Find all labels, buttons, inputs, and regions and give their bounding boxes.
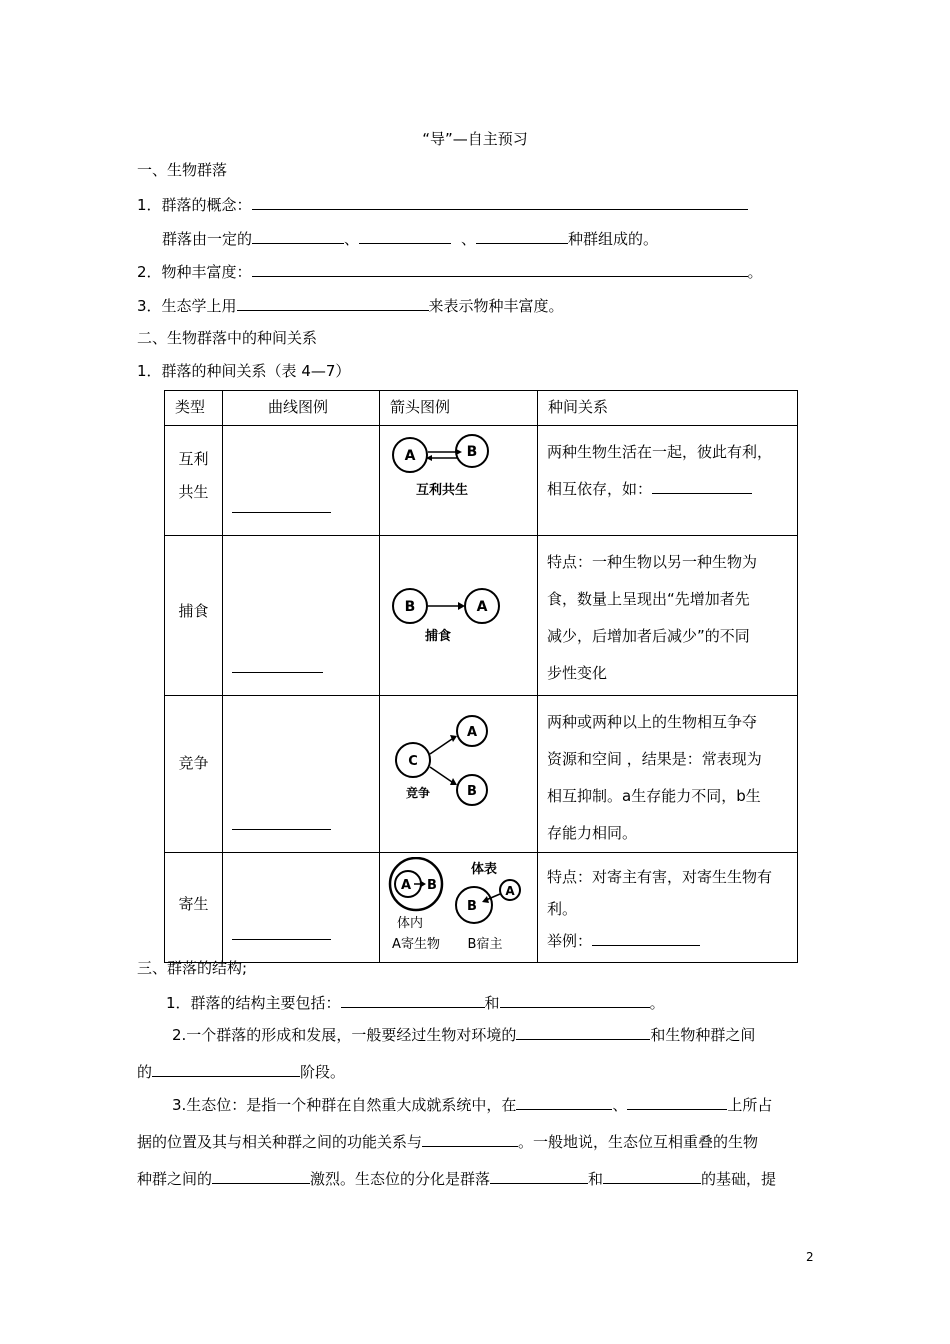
s3-item1-text: 1．群落的结构主要包括： — [166, 994, 341, 1012]
relation-cell — [538, 536, 798, 696]
table-caption: 1．群落的种间关系（表 4—7） — [137, 362, 351, 380]
node-b-label: B — [467, 899, 477, 914]
node-a-label: A — [476, 599, 488, 615]
label-surface: 体表 — [470, 862, 498, 877]
curve-cell — [223, 853, 380, 963]
curve-blank[interactable] — [232, 939, 331, 940]
item3 — [137, 295, 564, 316]
text: 据的位置及其与相关种群之间的功能关系与 — [137, 1133, 423, 1151]
type-text: 互利 — [178, 450, 209, 468]
node-b-label: B — [427, 878, 437, 893]
s3-item1 — [166, 992, 665, 1013]
node-a-label: A — [404, 448, 416, 464]
relation-cell — [538, 696, 798, 853]
text: 的基础，提 — [701, 1170, 777, 1188]
relations-table — [164, 390, 798, 963]
diagram-label: 互利共生 — [415, 483, 469, 498]
text: 3.生态位：是指一个种群在自然重大成就系统中，在 — [172, 1096, 517, 1114]
node-c-label: C — [408, 754, 418, 769]
desc-line — [547, 925, 789, 957]
and-text: 和 — [484, 994, 500, 1012]
arrow-cell — [380, 426, 538, 536]
header-text: 曲线图例 — [268, 398, 329, 416]
example-blank[interactable] — [652, 478, 752, 494]
diagram-label: 竞争 — [405, 786, 431, 800]
type-text: 竞争 — [178, 754, 209, 772]
item1-sub-text: 群落由一定的 — [162, 230, 253, 248]
niche-blank-4[interactable] — [212, 1168, 310, 1184]
richness-blank[interactable] — [252, 261, 748, 277]
table-row — [165, 853, 798, 963]
s3-item3-line3 — [137, 1161, 817, 1198]
sep: 、 — [461, 230, 477, 248]
item1-sub — [162, 228, 658, 249]
type-cell — [165, 696, 223, 853]
section1-heading: 一、生物群落 — [137, 161, 228, 179]
node-b-label: B — [404, 599, 416, 615]
node-b-label: B — [466, 444, 478, 460]
s3-item2 — [137, 1017, 817, 1091]
text: 激烈。生态位的分化是群落 — [310, 1170, 491, 1188]
stage-blank[interactable] — [152, 1061, 300, 1077]
item3-blank[interactable] — [237, 295, 429, 311]
desc-line: 步性变化 — [547, 664, 608, 682]
header-text: 类型 — [175, 398, 206, 416]
section3-heading: 三、群落的结构; — [137, 959, 248, 977]
niche-blank-1[interactable] — [516, 1094, 612, 1110]
text: 、 — [612, 1096, 628, 1114]
arrow-to-a — [430, 739, 452, 754]
node-b-label: B — [467, 784, 477, 799]
arrow-cell — [380, 853, 538, 963]
item3-a: 3．生态学上用 — [137, 297, 237, 315]
item3-b: 来表示物种丰富度。 — [428, 297, 564, 315]
relation-cell — [538, 426, 798, 536]
text: 和 — [588, 1170, 604, 1188]
node-a-label: A — [505, 884, 515, 898]
niche-blank-5[interactable] — [490, 1168, 588, 1184]
type-cell — [165, 426, 223, 536]
curve-blank[interactable] — [232, 672, 323, 673]
desc-line: 利。 — [547, 900, 578, 918]
arrowhead — [458, 602, 465, 610]
item1-sub-end: 种群组成的。 — [568, 230, 659, 248]
example-blank[interactable] — [592, 930, 700, 946]
desc-text: 举例： — [547, 932, 593, 950]
label-parasite: A寄生物 — [392, 937, 440, 952]
text: 上所占 — [727, 1096, 773, 1114]
s3-item3-line2 — [137, 1124, 817, 1161]
blank-3[interactable] — [476, 228, 568, 244]
s3-item3 — [137, 1087, 817, 1198]
desc-line: 食，数量上呈现出“先增加者先 — [547, 590, 750, 608]
item1-label: 1．群落的概念： — [137, 196, 252, 214]
table-row — [165, 536, 798, 696]
node-a-label: A — [466, 725, 478, 740]
diagram-label: 捕食 — [424, 629, 452, 644]
structure-blank-1[interactable] — [341, 992, 485, 1008]
item2-label: 2．物种丰富度： — [137, 263, 252, 281]
text: 阶段。 — [300, 1063, 346, 1081]
header-text: 种间关系 — [548, 398, 609, 416]
desc-line: 特点：一种生物以另一种生物为 — [547, 553, 758, 571]
header-text: 箭头图例 — [390, 398, 451, 416]
table-row — [165, 426, 798, 536]
desc-line: 相互抑制。a生存能力不同，b生 — [547, 787, 761, 805]
header-curve — [223, 391, 380, 426]
competition-diagram — [386, 710, 526, 810]
label-host: B宿主 — [467, 937, 503, 952]
s3-item2-line2 — [137, 1054, 817, 1091]
arrow-to-b — [430, 767, 452, 782]
blank-1[interactable] — [252, 228, 344, 244]
desc-line: 资源和空间 ，结果是：常表现为 — [547, 750, 762, 768]
niche-blank-6[interactable] — [603, 1168, 701, 1184]
parasitism-diagram — [388, 857, 533, 957]
curve-cell — [223, 696, 380, 853]
niche-blank-3[interactable] — [422, 1131, 518, 1147]
desc-line: 两种生物生活在一起，彼此有利， — [547, 443, 773, 461]
desc-line: 特点：对寄主有害，对寄生生物有 — [547, 868, 773, 886]
desc-text: 相互依存，如： — [547, 480, 653, 498]
page-title: “导”—自主预习 — [422, 130, 528, 148]
arrowhead — [456, 449, 462, 455]
label-inside: 体内 — [396, 916, 424, 931]
text: 和生物种群之间 — [650, 1026, 756, 1044]
predation-diagram — [386, 582, 526, 652]
desc-line: 减少，后增加者后减少”的不同 — [547, 627, 750, 645]
mutualism-diagram — [386, 432, 526, 507]
text: 。一般地说，生态位互相重叠的生物 — [518, 1133, 759, 1151]
period: 。 — [747, 263, 763, 281]
blank-2[interactable] — [359, 228, 451, 244]
relation-cell — [538, 853, 798, 963]
curve-cell — [223, 426, 380, 536]
desc-line: 存能力相同。 — [547, 824, 638, 842]
sep: 、 — [344, 230, 360, 248]
s3-item2-line1 — [137, 1017, 817, 1054]
text: 种群之间的 — [137, 1170, 213, 1188]
arrowhead — [450, 735, 457, 742]
s3-item3-line1 — [137, 1087, 817, 1124]
niche-blank-2[interactable] — [627, 1094, 727, 1110]
item2-richness — [137, 261, 763, 282]
table-row — [165, 696, 798, 853]
page-number: 2 — [806, 1250, 814, 1264]
desc-line: 两种或两种以上的生物相互争夺 — [547, 713, 758, 731]
concept-blank[interactable] — [252, 194, 748, 210]
text: 2.一个群落的形成和发展，一般要经过生物对环境的 — [172, 1026, 517, 1044]
arrowhead — [421, 881, 426, 887]
section2-heading: 二、生物群落中的种间关系 — [137, 329, 318, 347]
curve-cell — [223, 536, 380, 696]
period: 。 — [649, 994, 665, 1012]
header-type — [165, 391, 223, 426]
type-cell — [165, 853, 223, 963]
arrowhead — [482, 896, 489, 903]
node-a-label: A — [400, 878, 412, 893]
structure-blank-2[interactable] — [500, 992, 650, 1008]
desc-line — [547, 471, 789, 508]
type-text: 捕食 — [178, 602, 209, 620]
arrow-cell — [380, 696, 538, 853]
type-text: 共生 — [178, 483, 209, 501]
adapt-blank[interactable] — [516, 1024, 650, 1040]
header-relation — [538, 391, 798, 426]
type-cell — [165, 536, 223, 696]
curve-blank[interactable] — [232, 512, 331, 513]
header-arrow — [380, 391, 538, 426]
arrow-cell — [380, 536, 538, 696]
type-text: 寄生 — [178, 895, 209, 913]
item1-concept — [137, 194, 748, 215]
text: 的 — [137, 1063, 153, 1081]
curve-blank[interactable] — [232, 829, 331, 830]
